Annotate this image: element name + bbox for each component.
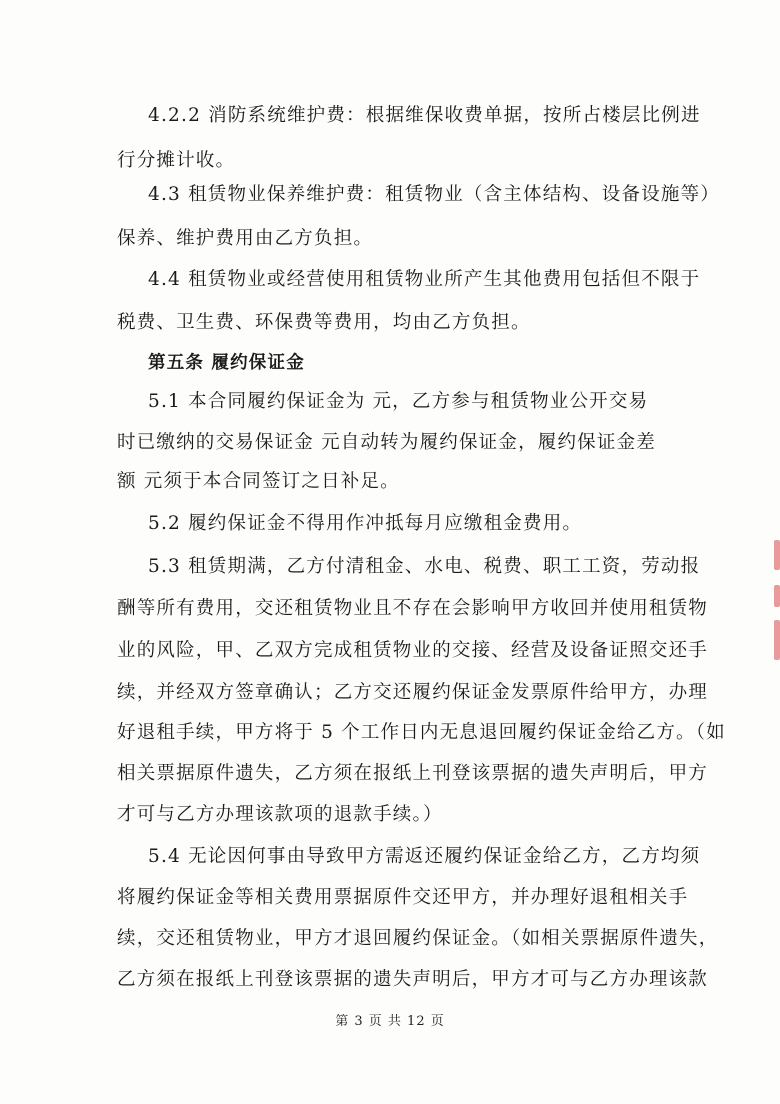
text-line: 4.3 租赁物业保养维护费：租赁物业（含主体结构、设备设施等） xyxy=(148,184,721,205)
text-line: 税费、卫生费、环保费等费用，均由乙方负担。 xyxy=(117,312,531,333)
page-number-footer: 第 3 页 共 12 页 xyxy=(335,1014,445,1029)
seal-edge-mark xyxy=(774,585,780,607)
text-line: 额 元须于本合同签订之日补足。 xyxy=(117,471,400,492)
text-line: 相关票据原件遗失，乙方须在报纸上刊登该票据的遗失声明后，甲方 xyxy=(117,763,709,784)
text-line: 好退租手续，甲方将于 5 个工作日内无息退回履约保证金给乙方。（如 xyxy=(117,722,726,743)
text-line: 行分摊计收。 xyxy=(117,150,236,171)
text-line: 续，交还租赁物业，甲方才退回履约保证金。（如相关票据原件遗失， xyxy=(117,928,719,949)
text-line: 5.4 无论因何事由导致甲方需返还履约保证金给乙方，乙方均须 xyxy=(148,846,701,867)
text-line: 酬等所有费用，交还租赁物业且不存在会影响甲方收回并使用租赁物 xyxy=(117,598,709,619)
text-line: 乙方须在报纸上刊登该票据的遗失声明后，甲方才可与乙方办理该款 xyxy=(117,969,709,990)
text-line: 5.1 本合同履约保证金为 元，乙方参与租赁物业公开交易 xyxy=(148,391,649,412)
seal-edge-mark xyxy=(774,620,780,660)
text-line: 5.3 租赁期满，乙方付清租金、水电、税费、职工工资，劳动报 xyxy=(148,556,701,577)
text-line: 4.4 租赁物业或经营使用租赁物业所产生其他费用包括但不限于 xyxy=(148,269,701,290)
text-line: 业的风险，甲、乙双方完成租赁物业的交接、经营及设备证照交还手 xyxy=(117,640,709,661)
text-line: 保养、维护费用由乙方负担。 xyxy=(117,228,374,249)
section-heading: 第五条 履约保证金 xyxy=(148,353,305,373)
text-line: 5.2 履约保证金不得用作冲抵每月应缴租金费用。 xyxy=(148,513,583,534)
text-line: 将履约保证金等相关费用票据原件交还甲方，并办理好退租相关手 xyxy=(117,887,689,908)
text-line: 续，并经双方签章确认；乙方交还履约保证金发票原件给甲方，办理 xyxy=(117,682,709,703)
text-line: 4.2.2 消防系统维护费：根据维保收费单据，按所占楼层比例进 xyxy=(148,105,701,126)
seal-edge-mark xyxy=(774,540,780,570)
text-line: 才可与乙方办理该款项的退款手续。） xyxy=(117,804,443,825)
text-line: 时已缴纳的交易保证金 元自动转为履约保证金，履约保证金差 xyxy=(117,432,656,453)
